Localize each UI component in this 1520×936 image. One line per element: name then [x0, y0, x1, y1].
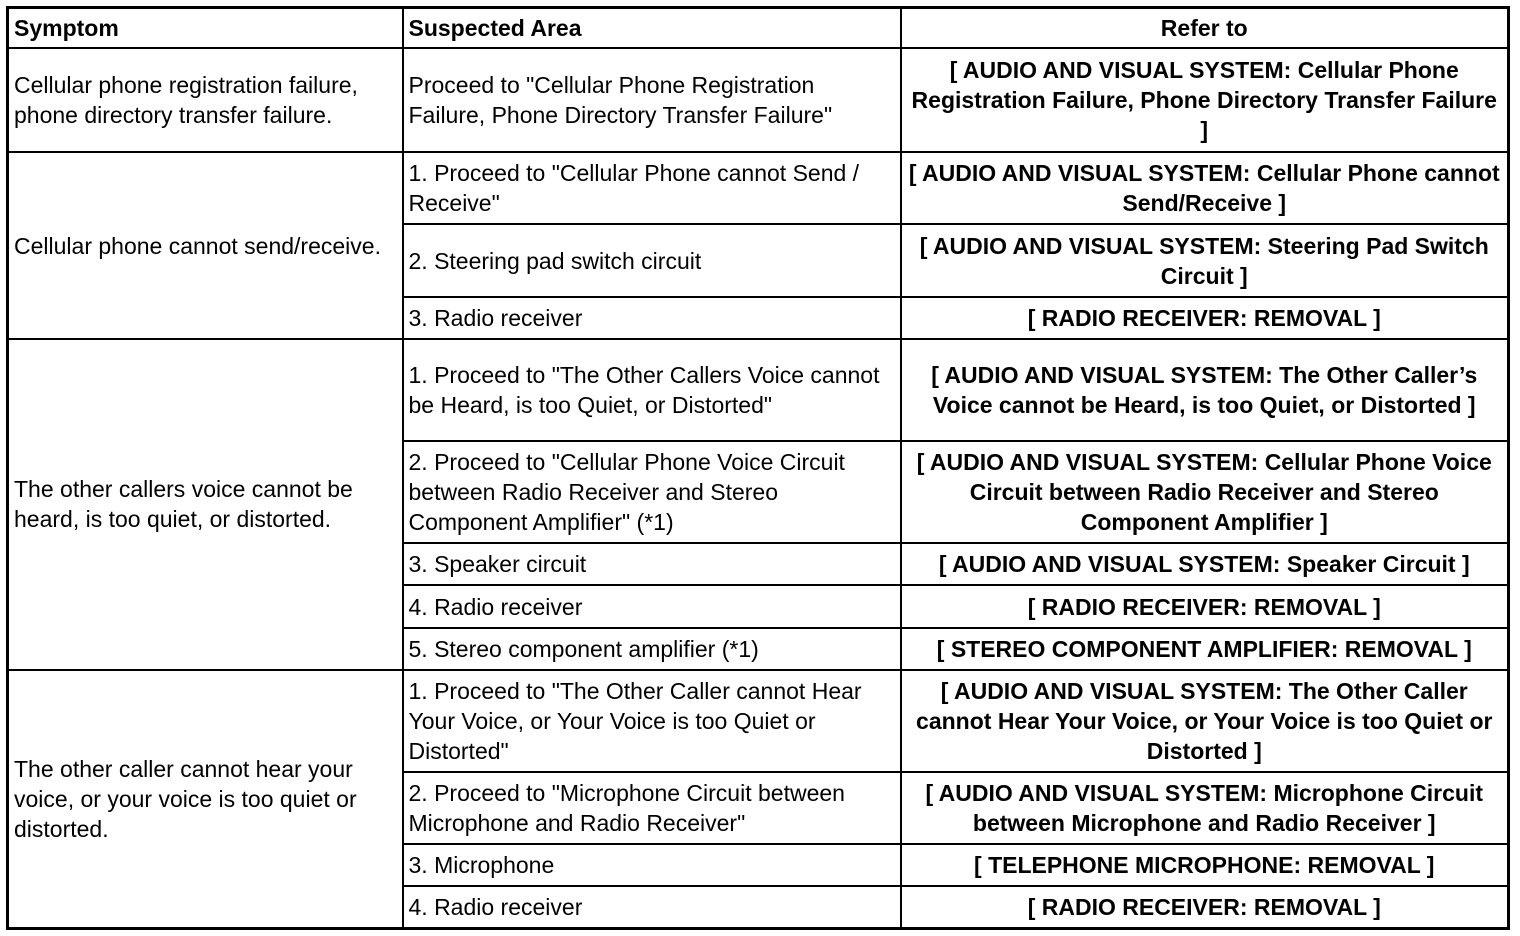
- suspected-area-cell: 2. Steering pad switch circuit: [403, 224, 901, 296]
- suspected-area-cell: 4. Radio receiver: [403, 585, 901, 627]
- refer-to-cell: [ AUDIO AND VISUAL SYSTEM: Steering Pad Switch Circuit ]: [901, 224, 1509, 296]
- refer-to-cell: [ RADIO RECEIVER: REMOVAL ]: [901, 297, 1509, 339]
- symptom-cell: Cellular phone registration failure, phone directory transfer failure.: [8, 48, 403, 152]
- refer-to-cell: [ AUDIO AND VISUAL SYSTEM: Cellular Phone Voice Circuit between Radio Receiver and Stereo Component Amplifier ]: [901, 441, 1509, 543]
- refer-to-cell: [ RADIO RECEIVER: REMOVAL ]: [901, 585, 1509, 627]
- table-row: [8, 152, 1509, 224]
- suspected-area-cell: 5. Stereo component amplifier (*1): [403, 628, 901, 670]
- suspected-area-header: Suspected Area: [403, 8, 901, 49]
- symptom-header: Symptom: [8, 8, 403, 49]
- symptom-table: [6, 6, 1510, 930]
- refer-to-cell: [ RADIO RECEIVER: REMOVAL ]: [901, 886, 1509, 928]
- refer-to-cell: [ AUDIO AND VISUAL SYSTEM: Speaker Circuit ]: [901, 543, 1509, 585]
- header-row: [8, 8, 1509, 49]
- table-row: [8, 48, 1509, 152]
- suspected-area-cell: 1. Proceed to "Cellular Phone cannot Send / Receive": [403, 152, 901, 224]
- symptom-cell: The other caller cannot hear your voice, or your voice is too quiet or distorted.: [8, 670, 403, 929]
- table-row: [8, 339, 1509, 441]
- table-row: [8, 670, 1509, 772]
- suspected-area-cell: 2. Proceed to "Microphone Circuit between Microphone and Radio Receiver": [403, 772, 901, 844]
- suspected-area-cell: 4. Radio receiver: [403, 886, 901, 928]
- suspected-area-cell: 1. Proceed to "The Other Callers Voice cannot be Heard, is too Quiet, or Distorted": [403, 339, 901, 441]
- refer-to-cell: [ AUDIO AND VISUAL SYSTEM: Cellular Phone cannot Send/Receive ]: [901, 152, 1509, 224]
- refer-to-cell: [ AUDIO AND VISUAL SYSTEM: Microphone Circuit between Microphone and Radio Receiver ]: [901, 772, 1509, 844]
- suspected-area-cell: 3. Radio receiver: [403, 297, 901, 339]
- refer-to-cell: [ AUDIO AND VISUAL SYSTEM: Cellular Phone Registration Failure, Phone Directory Transfer Failure ]: [901, 48, 1509, 152]
- refer-to-cell: [ AUDIO AND VISUAL SYSTEM: The Other Caller cannot Hear Your Voice, or Your Voice is too Quiet or Distorted ]: [901, 670, 1509, 772]
- symptom-cell: The other callers voice cannot be heard, is too quiet, or distorted.: [8, 339, 403, 670]
- refer-to-header: Refer to: [901, 8, 1509, 49]
- suspected-area-cell: Proceed to "Cellular Phone Registration Failure, Phone Directory Transfer Failure": [403, 48, 901, 152]
- refer-to-cell: [ TELEPHONE MICROPHONE: REMOVAL ]: [901, 844, 1509, 886]
- symptom-cell: Cellular phone cannot send/receive.: [8, 152, 403, 339]
- suspected-area-cell: 3. Speaker circuit: [403, 543, 901, 585]
- suspected-area-cell: 3. Microphone: [403, 844, 901, 886]
- refer-to-cell: [ AUDIO AND VISUAL SYSTEM: The Other Caller’s Voice cannot be Heard, is too Quiet, or Distorted ]: [901, 339, 1509, 441]
- suspected-area-cell: 1. Proceed to "The Other Caller cannot Hear Your Voice, or Your Voice is too Quiet or Distorted": [403, 670, 901, 772]
- suspected-area-cell: 2. Proceed to "Cellular Phone Voice Circuit between Radio Receiver and Stereo Component Amplifier" (*1): [403, 441, 901, 543]
- refer-to-cell: [ STEREO COMPONENT AMPLIFIER: REMOVAL ]: [901, 628, 1509, 670]
